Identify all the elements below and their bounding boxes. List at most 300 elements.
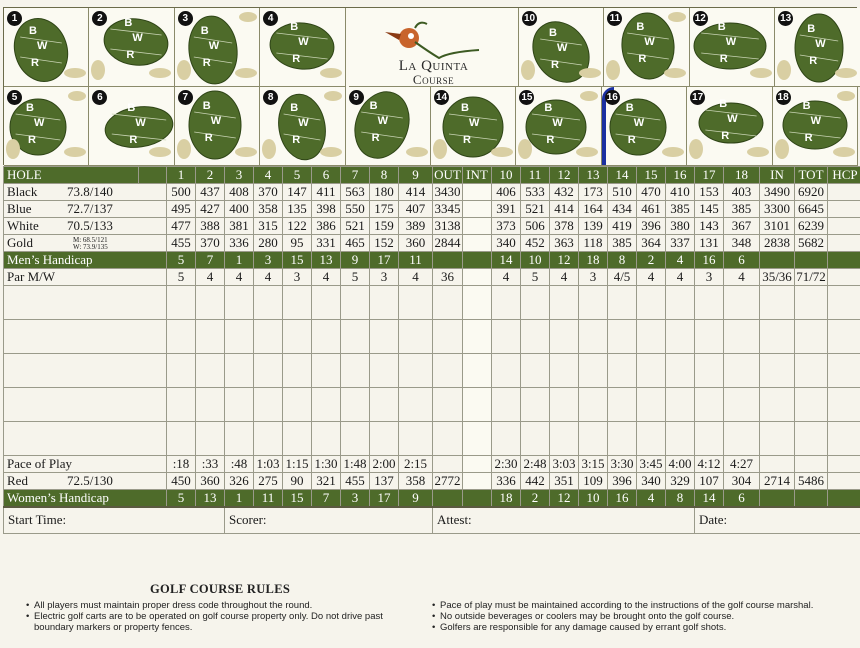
- yardage-cell: 461: [637, 201, 666, 218]
- hole-number-header: 5: [283, 167, 312, 184]
- yardage-cell: 385: [724, 201, 760, 218]
- par-cell: 5: [341, 269, 370, 286]
- score-entry-cell[interactable]: [283, 286, 312, 320]
- player-name-input[interactable]: [4, 354, 167, 388]
- tee-position-w: W: [135, 117, 146, 129]
- yardage-cell: 470: [637, 184, 666, 201]
- player-name-input[interactable]: [4, 320, 167, 354]
- sand-bunker: [6, 139, 20, 159]
- score-entry-cell[interactable]: [828, 354, 860, 388]
- yardage-cell: 406: [492, 184, 521, 201]
- hole-number-header: 17: [695, 167, 724, 184]
- green-hole-1: [4, 8, 89, 87]
- score-entry-cell[interactable]: [225, 320, 254, 354]
- score-entry-cell[interactable]: [550, 320, 579, 354]
- green-hole-15: [516, 87, 601, 166]
- par-cell: 4: [312, 269, 341, 286]
- score-entry-cell[interactable]: [225, 354, 254, 388]
- yardage-cell: 389: [399, 218, 433, 235]
- tee-position-w: W: [298, 117, 309, 129]
- score-entry-cell[interactable]: [283, 422, 312, 456]
- score-entry-cell[interactable]: [196, 422, 225, 456]
- blank-cell: [828, 456, 860, 473]
- out-total: 3345: [434, 201, 461, 216]
- score-entry-cell[interactable]: [666, 320, 695, 354]
- score-entry-cell[interactable]: [724, 354, 760, 388]
- yardage-cell: 340: [637, 473, 666, 490]
- score-entry-cell[interactable]: [828, 320, 860, 354]
- yardage-cell: 360: [196, 473, 225, 490]
- tee-rating: 72.7/137: [67, 201, 113, 216]
- score-entry-cell[interactable]: [283, 388, 312, 422]
- score-entry-cell[interactable]: [760, 286, 795, 320]
- score-entry-cell[interactable]: [225, 286, 254, 320]
- score-entry-cell[interactable]: [196, 354, 225, 388]
- handicap-cell: 3: [254, 252, 283, 269]
- score-entry-cell[interactable]: [196, 320, 225, 354]
- tee-name: White: [7, 218, 39, 233]
- score-entry-cell[interactable]: [370, 388, 399, 422]
- score-entry-cell[interactable]: [463, 320, 492, 354]
- score-entry-cell[interactable]: [254, 320, 283, 354]
- par-cell: 4: [492, 269, 521, 286]
- score-entry-cell[interactable]: [550, 286, 579, 320]
- score-entry-cell[interactable]: [341, 320, 370, 354]
- sand-bunker: [521, 60, 535, 80]
- green-hole-18: [773, 87, 858, 166]
- score-entry-cell[interactable]: [666, 388, 695, 422]
- yardage-cell: 385: [608, 235, 637, 252]
- yardage-cell: 321: [312, 473, 341, 490]
- score-entry-cell[interactable]: [608, 320, 637, 354]
- score-entry-cell[interactable]: [370, 354, 399, 388]
- date-field[interactable]: Date:: [695, 507, 860, 533]
- yardage-cell: 477: [167, 218, 196, 235]
- hole-number-header: 1: [167, 167, 196, 184]
- score-entry-cell[interactable]: [579, 354, 608, 388]
- tee-position-r: R: [204, 132, 213, 144]
- yardage-cell: 563: [341, 184, 370, 201]
- green-hole-6: [89, 87, 174, 166]
- yardage-cell: 360: [399, 235, 433, 252]
- handicap-cell: 17: [370, 252, 399, 269]
- score-entry-cell[interactable]: [724, 320, 760, 354]
- score-entry-cell[interactable]: [608, 286, 637, 320]
- score-entry-cell[interactable]: [196, 388, 225, 422]
- score-entry-cell[interactable]: [637, 286, 666, 320]
- hole-number-badge: 6: [92, 90, 107, 105]
- score-entry-cell[interactable]: [666, 354, 695, 388]
- score-entry-cell[interactable]: [492, 422, 521, 456]
- score-entry-cell[interactable]: [550, 388, 579, 422]
- handicap-cell: 8: [666, 490, 695, 508]
- score-entry-cell[interactable]: [225, 422, 254, 456]
- score-entry-cell[interactable]: [463, 422, 492, 456]
- green-hole-11: [604, 8, 689, 87]
- handicap-cell: 14: [492, 252, 521, 269]
- handicap-cell: 9: [341, 252, 370, 269]
- handicap-cell: 6: [724, 252, 760, 269]
- score-entry-cell[interactable]: [760, 388, 795, 422]
- int-cell: [463, 218, 492, 235]
- score-entry-cell[interactable]: [550, 422, 579, 456]
- score-entry-cell[interactable]: [254, 422, 283, 456]
- score-entry-cell[interactable]: [370, 422, 399, 456]
- score-entry-cell[interactable]: [795, 354, 828, 388]
- score-entry-cell[interactable]: [579, 286, 608, 320]
- tee-name: Black: [7, 184, 38, 199]
- hole-number-badge: 12: [694, 13, 706, 24]
- par-cell: 4: [666, 269, 695, 286]
- yardage-cell: 173: [579, 184, 608, 201]
- score-entry-cell[interactable]: [724, 388, 760, 422]
- tee-label: [4, 473, 167, 490]
- score-entry-cell[interactable]: [254, 388, 283, 422]
- par-cell: 5: [521, 269, 550, 286]
- score-entry-cell[interactable]: [254, 286, 283, 320]
- score-entry-cell[interactable]: [521, 354, 550, 388]
- yardage-cell: 118: [579, 235, 608, 252]
- tee-position-b: B: [461, 102, 469, 114]
- tee-row-white: [4, 218, 860, 235]
- hole-number-header: 11: [521, 167, 550, 184]
- tee-position-b: B: [290, 102, 299, 114]
- score-entry-cell[interactable]: [433, 422, 463, 456]
- yardage-cell: 358: [254, 201, 283, 218]
- score-entry-cell[interactable]: [463, 354, 492, 388]
- hole-number-header: 15: [637, 167, 666, 184]
- blank-cell: [760, 490, 795, 508]
- tee-position-r: R: [31, 57, 39, 69]
- score-entry-cell[interactable]: [370, 320, 399, 354]
- out-cell: [433, 252, 463, 269]
- score-entry-cell[interactable]: [341, 388, 370, 422]
- score-entry-cell[interactable]: [724, 286, 760, 320]
- tot-total: 6239: [795, 218, 828, 235]
- logo-line2: Course: [412, 72, 455, 87]
- yardage-cell: 442: [521, 473, 550, 490]
- hole-number-badge: 13: [780, 13, 792, 24]
- yardage-cell: 533: [521, 184, 550, 201]
- blank-cell: [795, 252, 828, 269]
- int-cell: [463, 456, 492, 473]
- yardage-cell: 90: [283, 473, 312, 490]
- score-entry-cell[interactable]: [341, 286, 370, 320]
- hole-number-badge: 18: [777, 92, 789, 103]
- score-entry-cell[interactable]: [695, 422, 724, 456]
- tee-position-b: B: [202, 100, 211, 112]
- tee-rating: 73.8/140: [67, 184, 113, 199]
- yardage-cell: 364: [637, 235, 666, 252]
- yardage-cell: 427: [196, 201, 225, 218]
- blank-cell: [828, 252, 860, 269]
- score-entry-cell[interactable]: [608, 422, 637, 456]
- yardage-cell: 153: [695, 184, 724, 201]
- score-entry-cell[interactable]: [433, 320, 463, 354]
- signature-row: [4, 507, 860, 533]
- hole-number-header: 3: [225, 167, 254, 184]
- tee-position-r: R: [28, 134, 36, 146]
- par-cell: 4: [225, 269, 254, 286]
- score-entry-cell[interactable]: [433, 388, 463, 422]
- yardage-cell: 388: [196, 218, 225, 235]
- pace-cell: 1:30: [312, 456, 341, 473]
- tee-position-w: W: [633, 117, 645, 129]
- hole-number-header: 9: [399, 167, 433, 184]
- score-entry-cell[interactable]: [695, 354, 724, 388]
- tee-position-b: B: [290, 21, 299, 33]
- pace-cell: 2:15: [399, 456, 433, 473]
- handicap-cell: 7: [196, 252, 225, 269]
- score-entry-cell[interactable]: [196, 286, 225, 320]
- par-tot: 71/72: [796, 269, 826, 285]
- score-entry-cell[interactable]: [695, 286, 724, 320]
- score-entry-cell[interactable]: [608, 388, 637, 422]
- score-entry-cell[interactable]: [521, 320, 550, 354]
- score-entry-cell[interactable]: [167, 320, 196, 354]
- rules-left-list: [26, 600, 426, 633]
- sand-bunker: [64, 68, 86, 78]
- score-entry-cell[interactable]: [399, 354, 433, 388]
- tee-position-b: B: [26, 102, 34, 114]
- handicap-cell: 5: [167, 252, 196, 269]
- tee-position-b: B: [807, 23, 816, 35]
- tee-position-r: R: [546, 134, 555, 146]
- scorer-field[interactable]: Scorer:: [225, 507, 433, 533]
- score-entry-cell[interactable]: [399, 388, 433, 422]
- handicap-cell: 10: [521, 252, 550, 269]
- handicap-cell: 13: [312, 252, 341, 269]
- yardage-cell: 450: [167, 473, 196, 490]
- yardage-cell: 434: [608, 201, 637, 218]
- score-entry-cell[interactable]: [637, 320, 666, 354]
- tee-position-r: R: [809, 55, 818, 67]
- hole-number-badge: 7: [178, 90, 193, 105]
- yardage-cell: 411: [312, 184, 341, 201]
- score-entry-cell[interactable]: [795, 388, 828, 422]
- yardage-cell: 315: [254, 218, 283, 235]
- start-time-field[interactable]: Start Time:: [4, 507, 225, 533]
- tee-position-r: R: [292, 53, 301, 65]
- score-entry-cell[interactable]: [283, 320, 312, 354]
- score-entry-cell[interactable]: [283, 354, 312, 388]
- score-entry-cell[interactable]: [399, 286, 433, 320]
- yardage-cell: 419: [608, 218, 637, 235]
- handicap-cell: 16: [608, 490, 637, 508]
- score-entry-cell[interactable]: [433, 354, 463, 388]
- rating-women: W: 73.9/135: [73, 243, 108, 252]
- tee-position-r: R: [129, 134, 138, 146]
- par-cell: 5: [167, 269, 196, 286]
- blank-cell: [795, 490, 828, 508]
- hole-number-badge: 11: [607, 11, 622, 26]
- handicap-cell: 6: [724, 490, 760, 508]
- pace-cell: :48: [225, 456, 254, 473]
- handicap-cell: 8: [608, 252, 637, 269]
- player-score-row: [4, 354, 860, 388]
- green-hole-8: [260, 87, 345, 166]
- score-entry-cell[interactable]: [463, 388, 492, 422]
- yardage-cell: 348: [724, 235, 760, 252]
- par-cell: 4: [399, 269, 433, 286]
- green-hole-10: [519, 8, 604, 87]
- tee-position-b: B: [369, 100, 378, 112]
- yardage-cell: 495: [167, 201, 196, 218]
- score-entry-cell[interactable]: [492, 286, 521, 320]
- handicap-cell: 18: [492, 490, 521, 508]
- yardage-cell: 370: [254, 184, 283, 201]
- score-entry-cell[interactable]: [312, 422, 341, 456]
- score-entry-cell[interactable]: [579, 422, 608, 456]
- hole-number-badge: 15: [521, 92, 533, 103]
- hole-number-badge: 8: [263, 90, 278, 105]
- sand-bunker: [433, 139, 447, 159]
- score-entry-cell[interactable]: [760, 320, 795, 354]
- score-entry-cell[interactable]: [433, 286, 463, 320]
- score-entry-cell[interactable]: [492, 354, 521, 388]
- score-entry-cell[interactable]: [637, 388, 666, 422]
- score-entry-cell[interactable]: [760, 354, 795, 388]
- score-entry-cell[interactable]: [167, 354, 196, 388]
- score-entry-cell[interactable]: [795, 422, 828, 456]
- score-entry-cell[interactable]: [666, 422, 695, 456]
- score-entry-cell[interactable]: [608, 354, 637, 388]
- score-entry-cell[interactable]: [167, 388, 196, 422]
- roadrunner-logo-icon: [349, 12, 519, 62]
- score-entry-cell[interactable]: [399, 320, 433, 354]
- score-entry-cell[interactable]: [724, 422, 760, 456]
- score-entry-cell[interactable]: [167, 422, 196, 456]
- par-cell: 4/5: [608, 269, 637, 286]
- score-entry-cell[interactable]: [312, 354, 341, 388]
- tee-position-r: R: [719, 53, 728, 65]
- handicap-cell: 11: [399, 252, 433, 269]
- score-entry-cell[interactable]: [167, 286, 196, 320]
- tee-position-r: R: [126, 49, 135, 61]
- hcp-cell: [828, 218, 860, 235]
- score-entry-cell[interactable]: [399, 422, 433, 456]
- score-entry-cell[interactable]: [341, 354, 370, 388]
- pace-cell: 1:48: [341, 456, 370, 473]
- score-entry-cell[interactable]: [521, 388, 550, 422]
- int-header: INT: [463, 167, 492, 184]
- green-hole-5: [4, 87, 89, 166]
- score-entry-cell[interactable]: [579, 388, 608, 422]
- womens-handicap-label: Women’s Handicap: [4, 490, 167, 508]
- player-name-input[interactable]: [4, 422, 167, 456]
- tee-position-r: R: [551, 59, 559, 71]
- score-entry-cell[interactable]: [312, 320, 341, 354]
- tee-position-b: B: [200, 25, 209, 37]
- score-entry-cell[interactable]: [492, 320, 521, 354]
- yardage-cell: 358: [399, 473, 433, 490]
- tee-row-gold: [4, 235, 860, 252]
- sand-bunker: [750, 68, 772, 78]
- tee-position-b: B: [549, 27, 557, 39]
- blank-cell: [828, 490, 860, 508]
- score-entry-cell[interactable]: [521, 422, 550, 456]
- score-entry-cell[interactable]: [666, 286, 695, 320]
- yardage-cell: 139: [579, 218, 608, 235]
- score-entry-cell[interactable]: [550, 354, 579, 388]
- player-name-input[interactable]: [4, 286, 167, 320]
- yardage-cell: 275: [254, 473, 283, 490]
- tee-position-r: R: [721, 130, 730, 142]
- score-entry-cell[interactable]: [370, 286, 399, 320]
- tee-position-w: W: [815, 38, 826, 50]
- score-entry-cell[interactable]: [828, 286, 860, 320]
- score-entry-cell[interactable]: [760, 422, 795, 456]
- par-cell: 3: [283, 269, 312, 286]
- hole-number-badge: 3: [178, 11, 193, 26]
- score-entry-cell[interactable]: [254, 354, 283, 388]
- tee-name: Red: [7, 473, 28, 489]
- score-entry-cell[interactable]: [828, 388, 860, 422]
- score-entry-cell[interactable]: [695, 320, 724, 354]
- sand-bunker: [662, 147, 684, 157]
- golf-course-rules: [0, 580, 860, 648]
- tee-row-blue: [4, 201, 860, 218]
- attest-field[interactable]: Attest:: [433, 507, 695, 533]
- score-entry-cell[interactable]: [579, 320, 608, 354]
- handicap-cell: 16: [695, 252, 724, 269]
- yardage-cell: 363: [550, 235, 579, 252]
- score-entry-cell[interactable]: [312, 388, 341, 422]
- tee-label: [4, 184, 167, 201]
- score-entry-cell[interactable]: [795, 286, 828, 320]
- tee-position-w: W: [298, 36, 309, 48]
- tee-label: [4, 235, 167, 252]
- hole-number-header: 10: [492, 167, 521, 184]
- yardage-cell: 403: [724, 184, 760, 201]
- par-cell: 4: [637, 269, 666, 286]
- score-entry-cell[interactable]: [225, 388, 254, 422]
- in-total: 2838: [760, 235, 795, 252]
- par-cell: 3: [370, 269, 399, 286]
- sand-bunker: [177, 139, 191, 159]
- yardage-cell: 550: [341, 201, 370, 218]
- par-cell: 4: [196, 269, 225, 286]
- yardage-cell: 145: [695, 201, 724, 218]
- tee-position-b: B: [719, 98, 728, 110]
- score-entry-cell[interactable]: [492, 388, 521, 422]
- hcp-cell: [828, 269, 860, 286]
- pace-cell: :18: [167, 456, 196, 473]
- score-entry-cell[interactable]: [637, 354, 666, 388]
- pace-cell: 3:45: [637, 456, 666, 473]
- pace-cell: 4:27: [724, 456, 760, 473]
- score-entry-cell[interactable]: [637, 422, 666, 456]
- yardage-cell: 455: [341, 473, 370, 490]
- pace-row: [4, 456, 860, 473]
- hole-number-header: 14: [608, 167, 637, 184]
- yardage-cell: 381: [225, 218, 254, 235]
- score-entry-cell[interactable]: [795, 320, 828, 354]
- out-cell: [433, 490, 463, 508]
- score-entry-cell[interactable]: [828, 422, 860, 456]
- player-name-input[interactable]: [4, 388, 167, 422]
- score-entry-cell[interactable]: [521, 286, 550, 320]
- player-score-row: [4, 422, 860, 456]
- hcp-cell: [828, 201, 860, 218]
- in-total: 3490: [760, 184, 795, 201]
- score-entry-cell[interactable]: [695, 388, 724, 422]
- score-entry-cell[interactable]: [312, 286, 341, 320]
- score-entry-cell[interactable]: [463, 286, 492, 320]
- yardage-cell: 147: [283, 184, 312, 201]
- tee-position-r: R: [371, 132, 380, 144]
- score-entry-cell[interactable]: [341, 422, 370, 456]
